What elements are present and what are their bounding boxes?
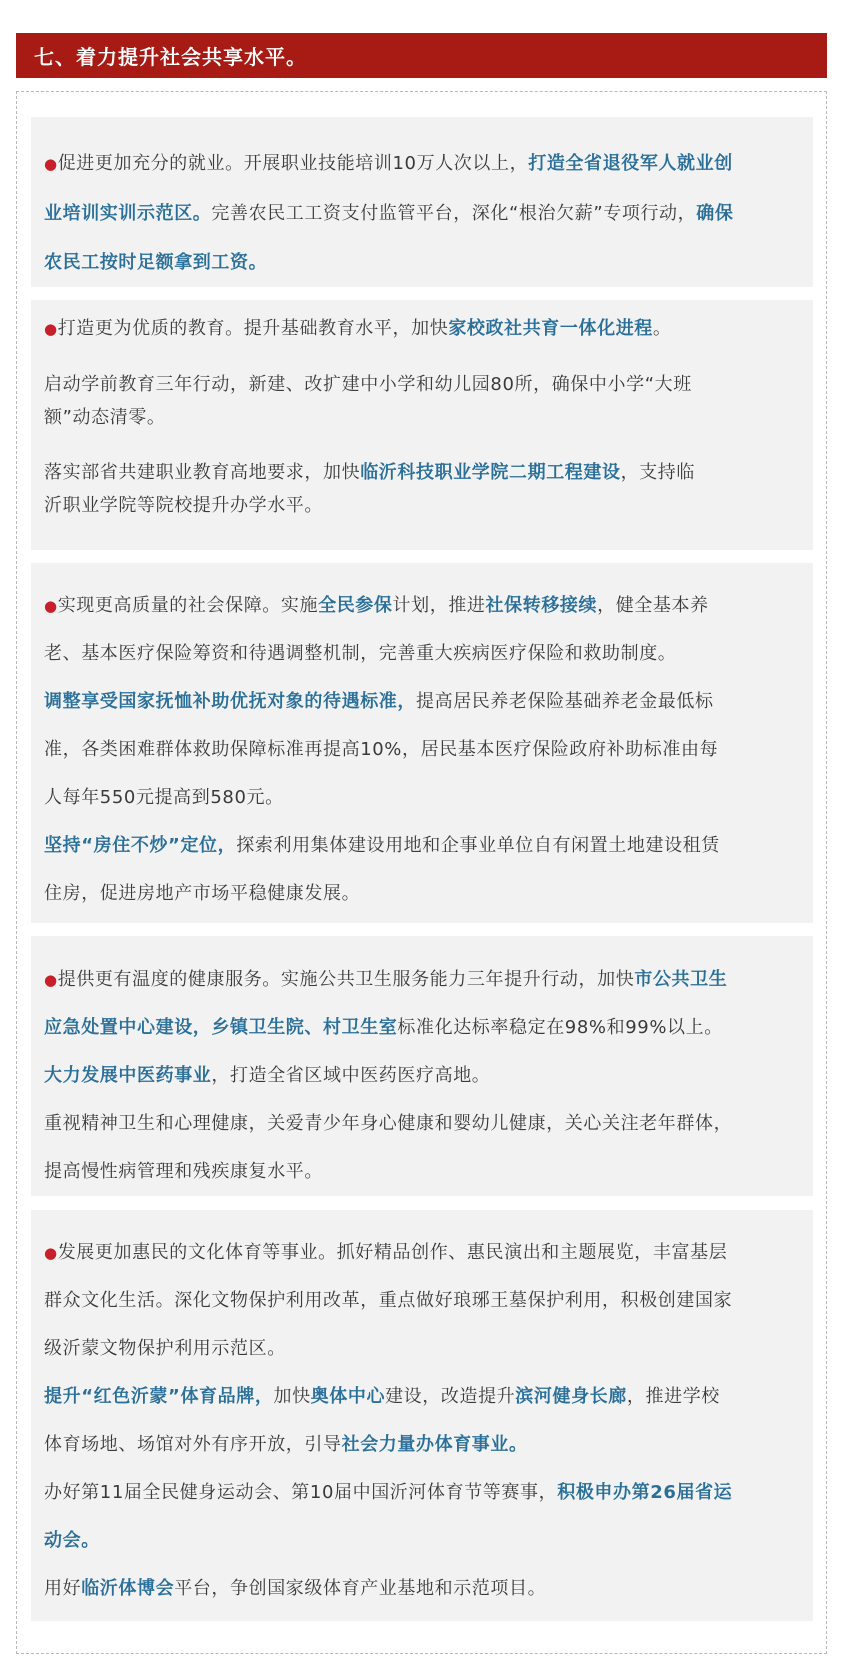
highlight-text: 滨河健身长廊 — [515, 1386, 627, 1407]
text: 提供更有温度的健康服务。实施公共卫生服务能力三年提升行动，加快 — [57, 969, 635, 990]
text: 促进更加充分的就业。开展职业技能培训10万人次以上， — [57, 153, 529, 174]
highlight-text: 农民工按时足额拿到工资。 — [44, 252, 268, 273]
bullet-icon: ● — [44, 1244, 58, 1262]
highlight-text: 调整享受国家抚恤补助优抚对象的待遇标准， — [44, 691, 416, 712]
paragraph-line — [44, 1469, 800, 1517]
text: 人每年550元提高到580元。 — [44, 787, 284, 808]
text: ，健全基本养 — [597, 595, 709, 616]
text: 探索利用集体建设用地和企事业单位自有闲置土地建设租赁 — [236, 835, 720, 856]
highlight-text: 坚持“房住不炒”定位， — [44, 835, 237, 856]
text: 级沂蒙文物保护利用示范区。 — [44, 1338, 286, 1359]
paragraph-line — [44, 630, 800, 678]
paragraph-line — [44, 582, 800, 630]
paragraph-line — [44, 1373, 800, 1421]
highlight-text: 家校政社共育一体化进程 — [448, 318, 653, 339]
section-title: 七、着力提升社会共享水平。 — [34, 45, 307, 69]
paragraph-line — [44, 822, 800, 870]
bullet-icon: ● — [44, 597, 58, 615]
paragraph-line — [44, 1277, 800, 1325]
paragraph-line — [44, 189, 800, 238]
culture-sports-card — [31, 1210, 813, 1621]
text: 发展更加惠民的文化体育等事业。抓好精品创作、惠民演出和主题展览，丰富基层 — [57, 1242, 728, 1263]
highlight-text: 奥体中心 — [310, 1386, 386, 1407]
bullet-icon: ● — [44, 320, 58, 338]
paragraph-line — [44, 774, 800, 822]
paragraph-line — [44, 456, 800, 489]
text: 完善农民工工资支付监管平台，深化“根治欠薪”专项行动， — [211, 203, 697, 224]
paragraph-line — [44, 1148, 800, 1196]
paragraph-line — [44, 368, 800, 401]
text: 启动学前教育三年行动，新建、改扩建中小学和幼儿园80所，确保中小学“大班 — [44, 374, 692, 395]
highlight-text: 市公共卫生 — [634, 969, 728, 990]
text: 准，各类困难群体救助保障标准再提高10%，居民基本医疗保险政府补助标准由每 — [44, 739, 719, 760]
education-card — [31, 300, 813, 550]
paragraph-line — [44, 870, 800, 918]
highlight-text: 打造全省退役军人就业创 — [528, 153, 733, 174]
paragraph-line — [44, 312, 800, 346]
text: 平台，争创国家级体育产业基地和示范项目。 — [174, 1578, 547, 1599]
text: ，打造全省区域中医药医疗高地。 — [211, 1065, 491, 1086]
paragraph-line — [44, 489, 800, 522]
highlight-text: 全民参保 — [318, 595, 393, 616]
paragraph-line — [44, 1565, 800, 1613]
paragraph-line — [44, 1052, 800, 1100]
paragraph-line — [44, 678, 800, 726]
highlight-text: 大力发展中医药事业 — [44, 1065, 212, 1086]
bullet-icon: ● — [44, 155, 58, 173]
paragraph-line — [44, 401, 800, 434]
text: 加快 — [273, 1386, 311, 1407]
text: ，支持临 — [620, 462, 696, 483]
text: 打造更为优质的教育。提升基础教育水平，加快 — [57, 318, 449, 339]
paragraph-line — [44, 1325, 800, 1373]
paragraph-line — [44, 1229, 800, 1277]
highlight-text: 提升“红色沂蒙”体育品牌， — [44, 1386, 274, 1407]
paragraph-line — [44, 238, 800, 287]
paragraph-line — [44, 1100, 800, 1148]
text: 标准化达标率稳定在98%和99%以上。 — [397, 1017, 723, 1038]
text: 沂职业学院等院校提升办学水平。 — [44, 495, 323, 516]
social-security-card — [31, 563, 813, 923]
health-card — [31, 936, 813, 1196]
text: 用好 — [44, 1578, 82, 1599]
bullet-icon: ● — [44, 971, 58, 989]
text: 建设，改造提升 — [385, 1386, 516, 1407]
employment-card — [31, 117, 813, 287]
section-header — [16, 33, 827, 78]
paragraph-line — [44, 956, 800, 1004]
text: 额”动态清零。 — [44, 407, 166, 428]
text: ，推进学校 — [626, 1386, 720, 1407]
highlight-text: 社会力量办体育事业。 — [341, 1434, 528, 1455]
text: 落实部省共建职业教育高地要求，加快 — [44, 462, 361, 483]
paragraph-line — [44, 1517, 800, 1565]
highlight-text: 应急处置中心建设，乡镇卫生院、村卫生室 — [44, 1017, 398, 1038]
paragraph-line — [44, 726, 800, 774]
text: 计划，推进 — [392, 595, 486, 616]
highlight-text: 临沂科技职业学院二期工程建设 — [360, 462, 621, 483]
text: 重视精神卫生和心理健康，关爱青少年身心健康和婴幼儿健康，关心关注老年群体， — [44, 1113, 733, 1134]
paragraph-line — [44, 1421, 800, 1469]
paragraph-line — [44, 139, 800, 189]
highlight-text: 社保转移接续 — [485, 595, 598, 616]
text: 提高慢性病管理和残疾康复水平。 — [44, 1161, 323, 1182]
highlight-text: 确保 — [696, 203, 734, 224]
text: 群众文化生活。深化文物保护利用改革，重点做好琅琊王墓保护利用，积极创建国家 — [44, 1290, 733, 1311]
paragraph-line — [44, 1004, 800, 1052]
highlight-text: 临沂体博会 — [81, 1578, 175, 1599]
text: 住房，促进房地产市场平稳健康发展。 — [44, 883, 361, 904]
text: 实现更高质量的社会保障。实施 — [57, 595, 319, 616]
highlight-text: 业培训实训示范区。 — [44, 203, 212, 224]
highlight-text: 动会。 — [44, 1530, 100, 1551]
text: 提高居民养老保险基础养老金最低标 — [416, 691, 714, 712]
text: 。 — [652, 318, 672, 339]
highlight-text: 积极申办第26届省运 — [557, 1482, 733, 1503]
text: 体育场地、场馆对外有序开放，引导 — [44, 1434, 342, 1455]
text: 办好第11届全民健身运动会、第10届中国沂河体育节等赛事， — [44, 1482, 558, 1503]
text: 老、基本医疗保险筹资和待遇调整机制，完善重大疾病医疗保险和救助制度。 — [44, 643, 677, 664]
